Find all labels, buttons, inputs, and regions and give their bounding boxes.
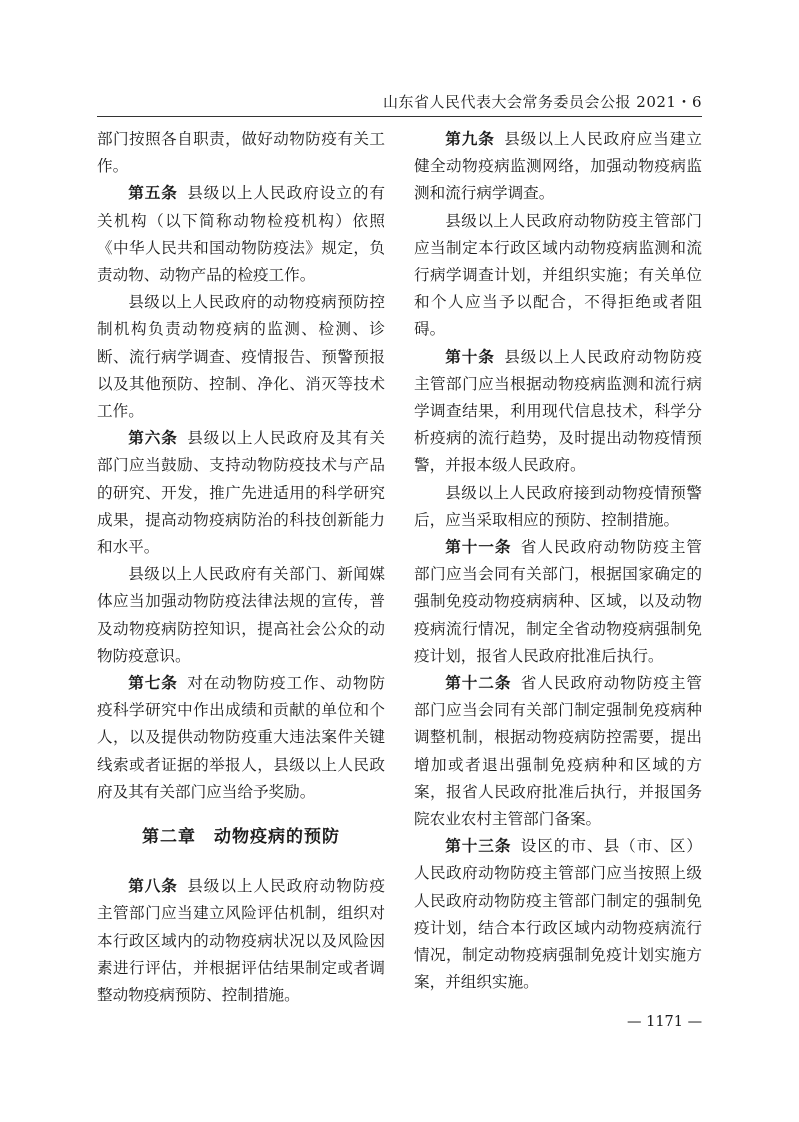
article-label: 第九条: [445, 130, 495, 148]
article-5: [97, 180, 385, 289]
page-number: — 1171 —: [627, 1014, 703, 1030]
paragraph: 县级以上人民政府的动物疫病预防控制机构负责动物疫病的监测、检测、诊断、流行病学调查、疫情报告、预警预报以及其他预防、控制、净化、消灭等技术工作。: [97, 293, 385, 421]
article-text: 设区的市、县（市、区）人民政府动物防疫主管部门应当按照上级人民政府动物防疫主管部门制定的强制免疫计划，结合本行政区域内动物疫病流行情况，制定动物疫病强制免疫计划实施方案，并组织实施。: [414, 837, 702, 992]
article-text: 县级以上人民政府动物防疫主管部门应当建立风险评估机制，组织对本行政区域内的动物疫病状况以及风险因素进行评估，并根据评估结果制定或者调整动物疫病预防、控制措施。: [97, 877, 385, 1005]
page-header: [97, 92, 702, 117]
article-7: [97, 670, 385, 806]
article-text: 对在动物防疫工作、动物防疫科学研究中作出成绩和贡献的单位和个人，以及提供动物防疫重大违法案件关键线索或者证据的举报人，县级以上人民政府及其有关部门应当给予奖励。: [97, 674, 385, 801]
article-label: 第十条: [445, 347, 495, 366]
right-column: [414, 126, 702, 997]
paragraph: 部门按照各自职责，做好动物防疫有关工作。: [97, 130, 385, 176]
article-label: 第十三条: [445, 837, 512, 856]
chapter-title: 动物疫病的预防: [214, 827, 340, 848]
header-title: 山东省人民代表大会常务委员会公报 2021・6: [383, 93, 702, 111]
paragraph: 县级以上人民政府接到动物疫情预警后，应当采取相应的预防、控制措施。: [414, 483, 702, 529]
article-text: 县级以上人民政府及其有关部门应当鼓励、支持动物防疫技术与产品的研究、开发，推广先进适用的科学研究成果，提高动物疫病防治的科技创新能力和水平。: [97, 429, 385, 557]
article-9: [414, 126, 702, 208]
article-8: [97, 873, 385, 1009]
chapter-number: 第二章: [142, 827, 196, 848]
article-label: 第五条: [128, 184, 178, 203]
article-text: 省人民政府动物防疫主管部门应当会同有关部门，根据国家确定的强制免疫动物疫病病种、区域，以及动物疫病流行情况，制定全省动物疫病强制免疫计划，报省人民政府批准后执行。: [414, 538, 702, 665]
chapter-heading: [97, 824, 385, 851]
article-label: 第六条: [128, 429, 178, 448]
paragraph: 县级以上人民政府动物防疫主管部门应当制定本行政区域内动物疫病监测和流行病学调查计划，并组织实施；有关单位和个人应当予以配合，不得拒绝或者阻碍。: [414, 211, 702, 339]
article-label: 第十二条: [445, 674, 512, 693]
article-12: [414, 670, 702, 833]
article-label: 第十一条: [445, 538, 512, 557]
article-6: [97, 425, 385, 561]
article-text: 县级以上人民政府应当建立健全动物疫病监测网络，加强动物疫病监测和流行病学调查。: [414, 130, 702, 203]
article-label: 第七条: [128, 674, 178, 693]
article-11: [414, 534, 702, 670]
article-text: 省人民政府动物防疫主管部门应当会同有关部门制定强制免疫病种调整机制，根据动物疫病防控需要，提出增加或者退出强制免疫病种和区域的方案，报省人民政府批准后执行，并报国务院农业农村主管部门备案。: [414, 674, 702, 829]
left-column: [97, 126, 385, 1009]
article-text: 县级以上人民政府设立的有关机构（以下简称动物检疫机构）依照《中华人民共和国动物防疫法》规定，负责动物、动物产品的检疫工作。: [97, 184, 385, 285]
article-10: [414, 344, 702, 480]
article-13: [414, 833, 702, 996]
paragraph: 县级以上人民政府有关部门、新闻媒体应当加强动物防疫法律法规的宣传，普及动物疫病防控知识，提高社会公众的动物防疫意识。: [97, 565, 385, 665]
article-text: 县级以上人民政府动物防疫主管部门应当根据动物疫病监测和流行病学调查结果，利用现代信息技术，科学分析疫病的流行趋势，及时提出动物疫情预警，并报本级人民政府。: [414, 347, 702, 475]
article-label: 第八条: [128, 877, 178, 896]
